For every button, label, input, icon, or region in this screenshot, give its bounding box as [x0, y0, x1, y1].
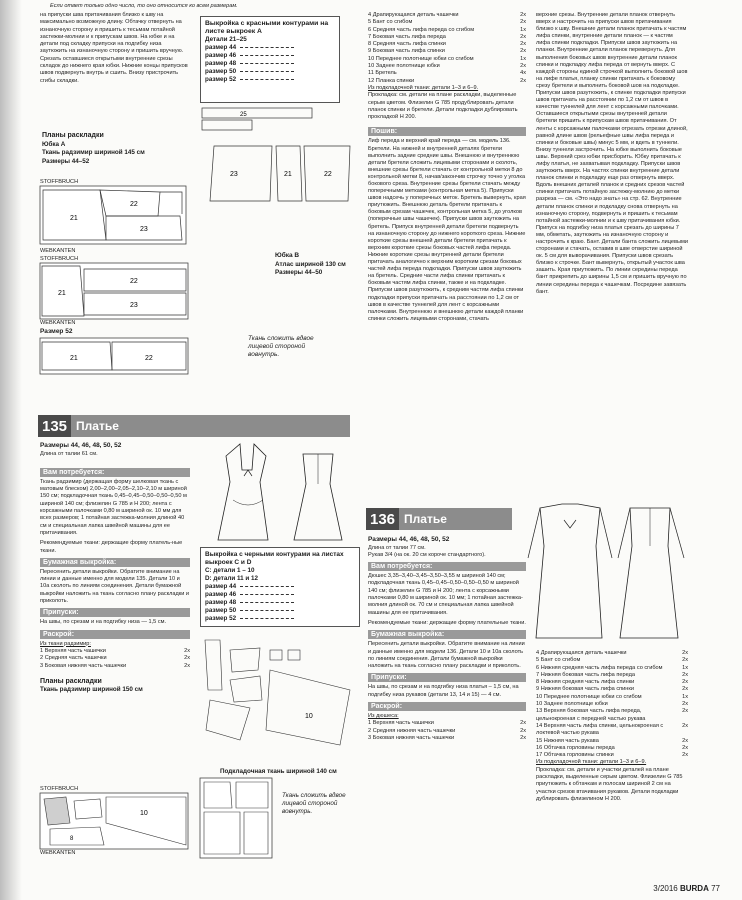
- list-item: 14 Верхняя часть лифа спинки, цельнокроеная с локтевой частью рукава 2x: [536, 722, 688, 737]
- list-item: 10 Заднее полотнище юбки 2x: [536, 701, 688, 708]
- stoffbruch-label-135: STOFFBRUCH: [40, 786, 79, 792]
- stoffbruch-label: STOFFBRUCH: [40, 179, 79, 185]
- model-title-135: Платье: [76, 419, 119, 433]
- pattern-box-cd-parts-c: С: детали 1 – 10: [205, 567, 255, 574]
- webkanten-label-a: WEBKANTEN: [40, 248, 76, 254]
- skirt-a-label: Юбка А: [42, 140, 66, 148]
- model-number-135: 135: [38, 415, 71, 437]
- layout-plan-b-diagram: [40, 263, 190, 325]
- list-item: 16 Обтачка горловины переда 2x: [536, 744, 688, 751]
- size-52-label: Размер 52: [40, 328, 73, 335]
- list-item: 2 Средняя нижняя часть чашечки 2x: [368, 727, 526, 734]
- list-item: 5 Бант со сгибом 2x: [536, 657, 688, 664]
- list-item: 4 Драпирующаяся деталь чашечки 2x: [536, 650, 688, 656]
- layout-plan-a-diagram: [40, 186, 188, 248]
- svg-text:23: 23: [130, 302, 138, 309]
- sizes-135: Размеры 44, 46, 48, 50, 52: [40, 442, 122, 449]
- cut-sub-136: Из дюшеса:: [368, 713, 399, 720]
- fabric-145-label: Ткань радзимир шириной 145 см: [42, 149, 145, 157]
- mid-parts-list: [368, 12, 526, 85]
- sleeve-136: Рукав 3/4 (на ок. 20 см короче стандартного).: [368, 551, 486, 558]
- header-note: Если ответ только одно число, то оно относится ко всем размерам.: [50, 3, 238, 9]
- svg-text:10: 10: [140, 810, 148, 817]
- svg-text:8: 8: [70, 836, 74, 842]
- lining-line-136: Из подкладочной ткани: детали 1–3 и 6–9.: [536, 759, 647, 766]
- parts-list-136: [536, 650, 688, 803]
- svg-text:21: 21: [70, 215, 78, 222]
- list-item: 8 Нижняя средняя часть лифа спинки 2x: [536, 679, 688, 686]
- list-item: 3 Боковая нижняя часть чашечки 2x: [40, 662, 190, 669]
- model-title-136: Платье: [404, 512, 447, 526]
- list-item: 7 Боковая часть лифа переда 2x: [368, 33, 526, 40]
- webkanten-label-b: WEBKANTEN: [40, 320, 76, 326]
- fold-note-lining: Ткань сложить вдвое лицевой стороной вовнутрь.: [282, 792, 346, 815]
- lining-layout-diagram: [200, 778, 360, 862]
- allow-title-136: Припуски:: [368, 673, 526, 682]
- top-left-text: на припуски шва притачивания близко к шву на максимально возможную длину. Обтачку отвернуть на изнаночную сторону и пришить к тесьмам потайной застежки-молнии и к припускам швов. На юбке и на детали под складку припуски на подгибку низа заутюжить на изнаночную сторону и пришить вручную. Срезать оставшиеся открытыми внутренние срезы складок до нижнего края юбки. Нижние концы припусков швов подвернуть внутрь и сшить. Внизу пристрочить сгибы складки.: [40, 12, 188, 84]
- page-spine-shadow: [0, 0, 22, 900]
- list-item: 11 Бретель 4x: [368, 70, 526, 77]
- list-item: 10 Заднее полотнище юбки 2x: [368, 63, 526, 70]
- size-row: размер 48: [205, 60, 237, 67]
- list-item: 9 Нижняя боковая часть лифа спинки 2x: [536, 686, 688, 693]
- right-column-text: верхние срезы. Внутренние детали планок отвернуть вверх и настрочить на припуски швов притачивания близко к шву. Внешние детали планок притачать к частям лифа спинки, внутренние детали планок — к частям лифа спинки подкладки. Припуски швов заутюжить на планки. Внутренние детали планок перевернуть. Для выполнения боковых швов внутренние детали планок спинки и подкладку лифа переда от вернуть вверх. С каждой стороны единой строчкой выполнить боковой шов на лифе платья, планку спинки притачать к боковому срезу бретели и выполнить боковой шов на подкладке. Припуски швов разутюжить, к спинке подкладки припуски швов притачать на расстоянии по 1,2 см от швов в качестве туннелей для лент с корсажными палочками. Оставшиеся открытыми срезы внутренней детали бретели пришить к припускам швов притачивания. От ленты с корсажными палочками отрезать отрезки длиной, равной длине швов (рельефные швы лифа переда и спинки и боковые швы) минус 5 мм, и вдеть в туннели. Внизу туннели застрочить. На юбке выполнить боковые швы. Верхний срез юбки присборить. Юбку притачать к лифу платья, не захватывая подкладку. Припуски швов заутюжить вверх. На частях спинки внутренние детали планок спинки и подкладку еще раз отвернуть вверх. Вдоль внешних деталей планок и средних срезов частей спинки притачать потайную застежку-молнию до метки разреза — см. «Это надо знать» на стр. 62. Внутренние детали планок спинки и подкладку снова отвернуть на изнаночную сторону, подвернуть и пришить к тесьмам потайной застежки-молнии и к шву притачивания юбки. Припуск на подгибку низа платья срезать до ширины 7 мм, обметать, заутюжить на изнаночную сторону и настрочить к краю. Бант. Детали банта сложить лицевыми сторонами и стачать, оставив в шве отверстие шириной ок. 5 см для выворачивания. Припуски швов срезать близко к строчке. Бант вывернуть, открытый участок шва зашить. Края приутюжить. По линии середины переда бант прикрепить до ширины 1,5 см и пришить вручную по линии середины переда к чашечкам. Посредине завязать бант.: [536, 12, 688, 295]
- skirt-b-label: Юбка В: [275, 252, 300, 259]
- list-item: 17 Обтачка горловины спинки 2x: [536, 752, 688, 759]
- dress-136-illustration: [520, 498, 690, 648]
- fabric-130-label: Атлас шириной 130 см: [275, 260, 346, 268]
- sewing-text: Лиф переда и верхний край переда — см. модель 136. Бретели. На нижней и внутренней деталях бретели выполнить задние средние швы. Внешнюю и внутреннюю детали бретели сложить лицевыми сторонами и сколоть, внешние срезы бретели стачать от контрольной метки 8 до контрольной метки 8, начав/закончив строчку точно у уголка бокового среза. Внутренние срезы бретели стачать между поперечными метками (контрольная метка 5). Припуски швов надсечь у поперечных меток. Бретель вывернуть, края приутюжить. Внешнюю деталь бретели притачать к боковым срезам чашечек, контрольная метка 5, до уголков (поперечные швы чашечек). Припуски швов заутюжить на бретель. Припуск внутренней детали бретели подвернуть на изнаночную сторону до нижнего короткого среза. Нижние короткие срезы внешней детали бретели притачать к верхним короткие срезы боковых частей лифа переда. Нижние короткие срезы внутренней детали бретели притачать аналогично к верхним коротким срезам боковых частей лифа переда подкладки. Припуски швов заутюжить на бретель. Средние части лифа спинки притачать к боковым частям лифа спинки, также и на подкладке. Припуски швов разутюжить, к средним частям лифа спинки подкладки припуски притачать на расстоянии по 1,2 см от швов в качестве туннелей для лент с корсажными палочками. Внутреннюю и внешнюю детали каждой планки спинки сложить лицевыми сторонами, стачать: [368, 138, 526, 322]
- length-136: Длина от талии 77 см.: [368, 544, 426, 551]
- size-row: размер 48: [205, 599, 237, 606]
- svg-text:22: 22: [130, 278, 138, 285]
- list-item: 8 Средняя часть лифа спинки 2x: [368, 41, 526, 48]
- webkanten-label-135: WEBKANTEN: [40, 850, 76, 856]
- stoffbruch-label-b: STOFFBRUCH: [40, 256, 79, 262]
- size-row: размер 44: [205, 44, 237, 51]
- footer-page-number: 77: [711, 884, 720, 893]
- list-item: 1 Верхняя часть чашечки 2x: [40, 647, 190, 654]
- section-135-header: [38, 415, 350, 437]
- svg-text:10: 10: [305, 713, 313, 720]
- needed-text-136: Дюшес 3,35–3,40–3,45–3,50–3,55 м шириной 140 см; подкладочная ткань 0,45–0,45–0,50–0,50–0,50 м шириной 140 см; флизелин G 785 и H 200; лента с корсажными палочками 0,80 м шириной ок. 10 мм; 1 потайная застежка-молния длиной ок. 70 см и специальная лапка швейной машины для ее притачивания.: [368, 573, 523, 616]
- model-number-136: 136: [366, 508, 399, 530]
- footer-issue: 3/2016: [653, 884, 678, 893]
- paper-title-136: Бумажная выкройка:: [368, 630, 526, 639]
- list-item: 10 Переднее полотнище юбки со сгибом 1x: [536, 693, 688, 700]
- mid-lining-text: Прокладка: см. детали на плане раскладки, выделенные серым цветом. Флизелин G 785 продублировать детали планок спинки и бретели. Детали подкладки дублировать прокладкой Н 200.: [368, 92, 518, 121]
- size-row: размер 44: [205, 583, 237, 590]
- pattern-box-a-title: Выкройка с красными контурами на листе выкроек А: [205, 20, 329, 35]
- layout-plan-135-diagram: [40, 793, 190, 855]
- lining-fabric-label: Подкладочная ткань шириной 140 см: [220, 768, 337, 775]
- pattern-box-cd-parts-d: D: детали 11 и 12: [205, 575, 259, 582]
- lining-text-136: Прокладка: см. детали и участки деталей на плане раскладки, выделенные серым цветом. Флизелин G 785 приутюжить к обтачкам и полосам шириной 2 см на участки срезов втачивания рукавов. Детали подкладки дублировать флизелином Н 200.: [536, 766, 683, 802]
- svg-text:22: 22: [130, 201, 138, 208]
- list-item: 5 Бант со сгибом 2x: [368, 19, 526, 26]
- list-item: 1 Верхняя часть чашечки 2x: [368, 720, 526, 727]
- paper-text-135: Пересенить детали выкройки. Обратите внимание на линии и данные именно для модели 135. Детали 10 и 10а сколоть по линиям соединения. Детали бумажной выкройки наложить на ткань согласно плану раскладки и приколоть.: [40, 568, 190, 605]
- needed-text-135: Ткань радзимир (держащая форму шелковая ткань с матовым блеском) 2,00–2,00–2,05–2,10–2,10 м шириной 150 см; подкладочная ткань 0,45–0,45–0,50–0,50–0,50 м шириной 140 см; флизелин G 785 и H 200; лента с корсажными палочками 0,80 м шириной ок. 10 мм для всех размеров; 1 потайная застежка-молния длиной 40 см и специальная лапка швейной машины для ее притачивания.: [40, 478, 187, 536]
- fold-note: Ткань сложить вдвое лицевой стороной вовнутрь.: [248, 335, 314, 358]
- allow-text-136: На швы, по срезам и на подгибку низа платья – 1,5 см, на подгибку низа рукавов (детали 13, 14 и 15) — 4 см.: [368, 684, 519, 698]
- list-item: 7 Нижняя боковая часть лифа переда 2x: [536, 671, 688, 678]
- cut-sub-135: Из ткани радзимир:: [40, 640, 91, 647]
- cut-title-135: Раскрой:: [40, 630, 190, 639]
- list-item: 6 Средняя часть лифа переда со сгибом 1x: [368, 26, 526, 33]
- svg-text:22: 22: [145, 355, 153, 362]
- svg-text:21: 21: [70, 355, 78, 362]
- size-row: размер 46: [205, 52, 237, 59]
- svg-text:23: 23: [140, 226, 148, 233]
- skirt-pattern-pieces: [200, 106, 360, 206]
- layout-plan-size52-diagram: [40, 338, 190, 378]
- paper-title-135: Бумажная выкройка:: [40, 558, 190, 567]
- svg-text:21: 21: [58, 290, 66, 297]
- pattern-box-cd: [200, 547, 360, 627]
- sizes-44-52-label: Размеры 44–52: [42, 157, 90, 165]
- allow-text-135: На швы, по срезам и на подгибку низа — 1,5 см.: [40, 619, 167, 626]
- layout-title-135: Планы раскладки: [40, 677, 102, 685]
- sewing-title: Пошив:: [368, 127, 526, 136]
- svg-text:21: 21: [284, 171, 292, 178]
- cut-title-136: Раскрой:: [368, 702, 526, 711]
- needed-title-135: Вам потребуется:: [40, 468, 190, 477]
- section-136-header: [366, 508, 512, 530]
- svg-text:23: 23: [230, 171, 238, 178]
- size-row: размер 50: [205, 68, 237, 75]
- size-row: размер 52: [205, 615, 237, 622]
- size-row: размер 52: [205, 76, 237, 83]
- allow-title-135: Припуски:: [40, 608, 190, 617]
- pattern-box-a: [200, 16, 340, 103]
- recommended-136: Рекомендуемые ткани: держащие форму плательные ткани.: [368, 619, 526, 626]
- svg-text:25: 25: [240, 112, 247, 118]
- dress-135-pattern-pieces: [200, 630, 360, 750]
- pattern-box-cd-title: Выкройка с черными контурами на листах выкроек С и D: [205, 551, 344, 566]
- list-item: 2 Средняя часть чашечки 2x: [40, 655, 190, 662]
- footer-brand: BURDA: [679, 884, 709, 893]
- recommended-135: Рекомендуемые ткани: держащие форму платель-ные ткани.: [40, 540, 183, 554]
- size-row: размер 46: [205, 591, 237, 598]
- paper-text-136: Пересенить детали выкройки. Обратите внимание на линии и данные именно для модели 136. Детали 10 и 10а сколоть по линиям соединения. Детали бумажной выкройки наложить на ткань согласно плану раскладки и приколоть.: [368, 641, 525, 670]
- layout-plans-title: Планы раскладки: [42, 132, 104, 139]
- list-item: 12 Планка спинки 2x: [368, 77, 526, 84]
- list-item: 6 Нижняя средняя часть лифа переда со сгибом 1x: [536, 664, 688, 671]
- sizes-44-50-label: Размеры 44–50: [275, 269, 323, 277]
- pattern-box-a-parts: Детали 21–25: [205, 36, 247, 43]
- list-item: 3 Боковая нижняя часть чашечки 2x: [368, 734, 526, 741]
- page-footer: [653, 884, 720, 893]
- list-item: 15 Нижняя часть рукава 2x: [536, 737, 688, 744]
- needed-title-136: Вам потребуется:: [368, 562, 526, 571]
- list-item: 10 Переднее полотнище юбки со сгибом 1x: [368, 55, 526, 62]
- size-row: размер 50: [205, 607, 237, 614]
- dress-135-illustration: [208, 440, 358, 550]
- list-item: 4 Драпирующаяся деталь чашечки 2x: [368, 12, 526, 18]
- layout-fabric-135: Ткань радзимир шириной 150 см: [40, 686, 143, 694]
- list-item: 13 Верхняя боковая часть лифа переда, цельнокроеная с передней частью рукава 2x: [536, 708, 688, 722]
- mid-lining-line: Из подкладочной ткани: детали 1–3 и 6–9.: [368, 84, 479, 91]
- list-item: 9 Боковая часть лифа спинки 2x: [368, 48, 526, 55]
- length-135: Длина от талии 61 см.: [40, 450, 98, 457]
- svg-text:22: 22: [324, 171, 332, 178]
- sizes-136: Размеры 44, 46, 48, 50, 52: [368, 536, 450, 543]
